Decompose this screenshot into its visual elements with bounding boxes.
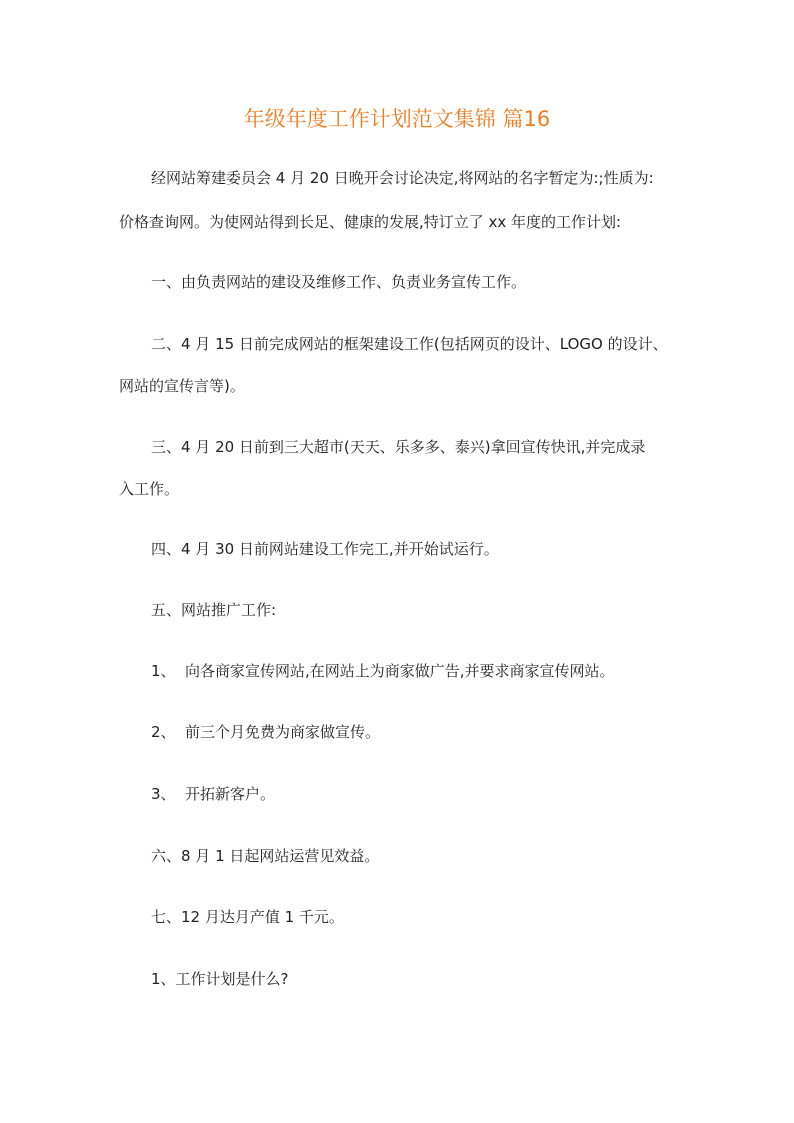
intro-line-1: 经网站筹建委员会 4 月 20 日晚开会讨论决定,将网站的名字暂定为:;性质为: — [151, 169, 654, 187]
item-two-line-2: 网站的宣传言等)。 — [119, 377, 245, 395]
question-one-text: 1、工作计划是什么? — [151, 970, 289, 988]
sub-item-2-text: 前三个月免费为商家做宣传。 — [185, 723, 381, 741]
sub-item-1-text: 向各商家宣传网站,在网站上为商家做广告,并要求商家宣传网站。 — [185, 662, 615, 680]
sub-item-2-number: 2、 — [151, 723, 176, 741]
intro-line-2: 价格查询网。为使网站得到长足、健康的发展,特订立了 xx 年度的工作计划: — [119, 213, 622, 231]
sub-item-1-number: 1、 — [151, 662, 176, 680]
sub-item-3-text: 开拓新客户。 — [185, 785, 276, 803]
sub-item-2-line — [151, 720, 380, 744]
item-five-text: 五、网站推广工作: — [151, 601, 277, 619]
item-six-text: 六、8 月 1 日起网站运营见效益。 — [151, 847, 380, 865]
item-two-line-1: 二、4 月 15 日前完成网站的框架建设工作(包括网页的设计、LOGO 的设计、 — [151, 335, 668, 353]
document-title: 年级年度工作计划范文集锦 篇16 — [243, 107, 551, 131]
item-three-line-1: 三、4 月 20 日前到三大超市(天天、乐多多、泰兴)拿回宣传快讯,并完成录 — [151, 438, 646, 456]
sub-item-1-line — [151, 659, 615, 683]
sub-item-3-line — [151, 782, 275, 806]
item-four-text: 四、4 月 30 日前网站建设工作完工,并开始试运行。 — [151, 540, 499, 558]
item-three-line-2: 入工作。 — [119, 480, 180, 498]
item-one-text: 一、由负责网站的建设及维修工作、负责业务宣传工作。 — [151, 273, 527, 291]
sub-item-3-number: 3、 — [151, 785, 176, 803]
item-seven-text: 七、12 月达月产值 1 千元。 — [151, 908, 344, 926]
